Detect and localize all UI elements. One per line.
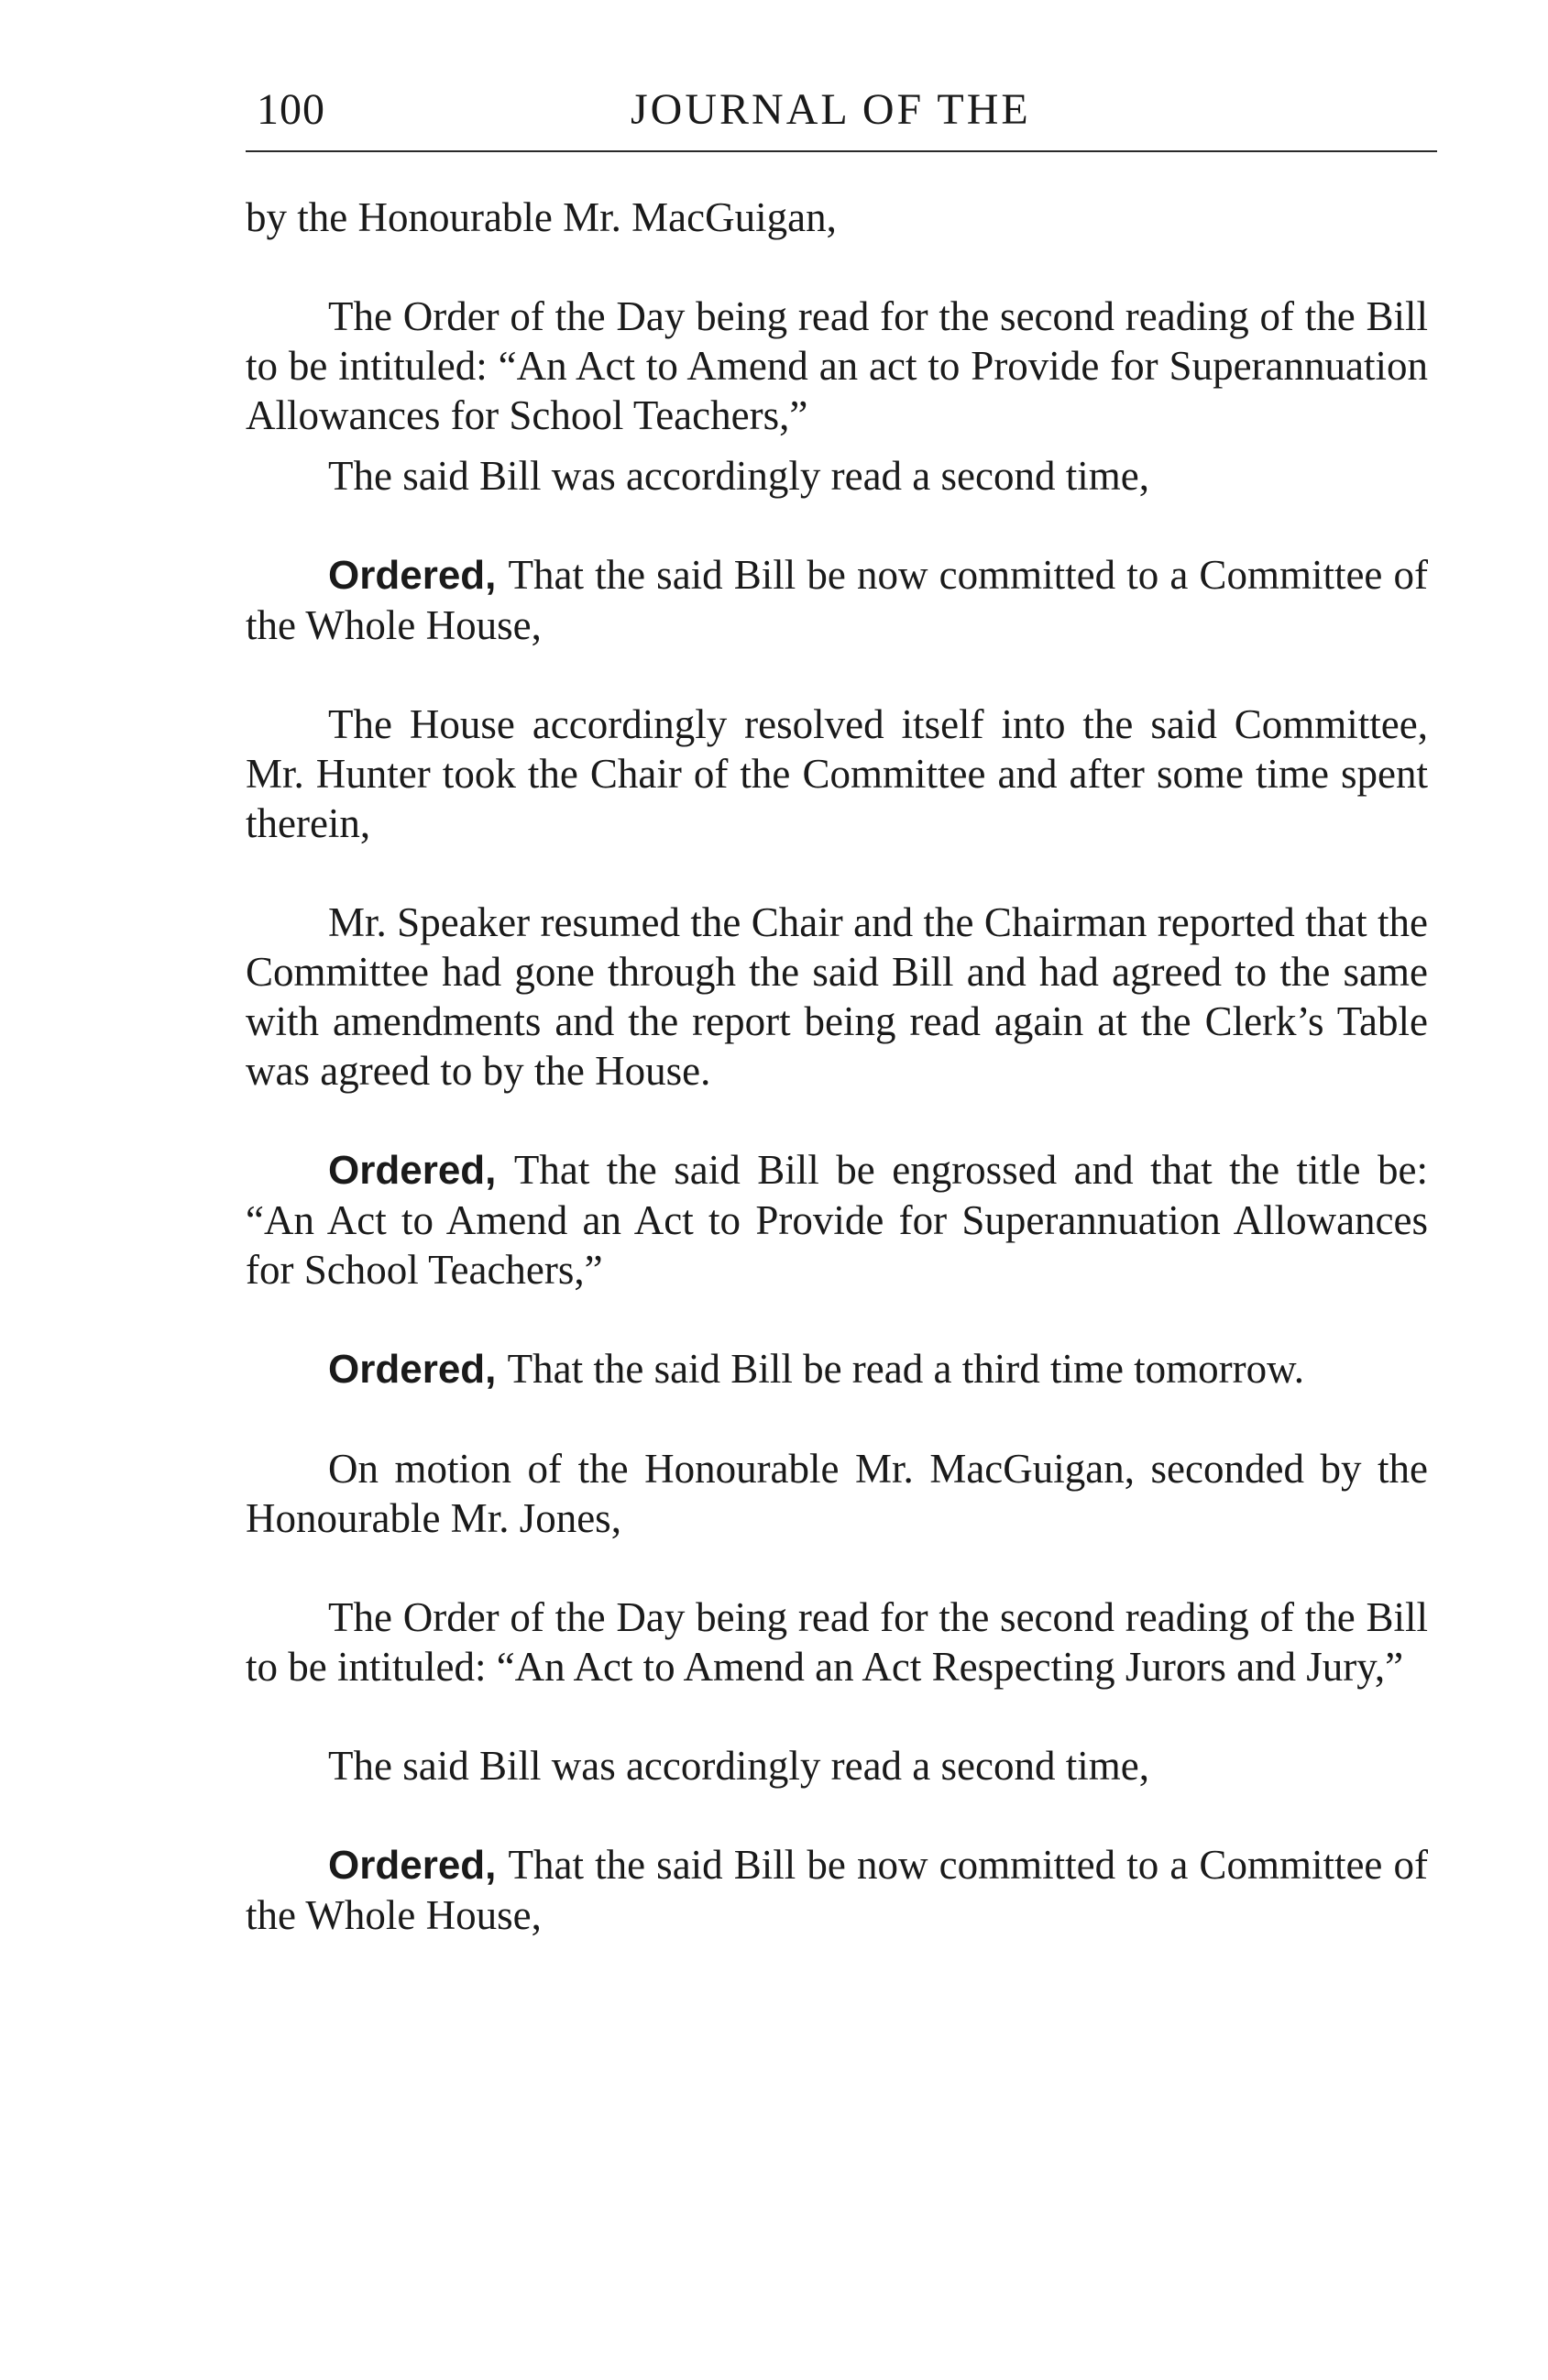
paragraph-ordered xyxy=(246,1344,1428,1394)
running-header xyxy=(246,84,1437,149)
paragraph-text: Mr. Speaker resumed the Chair and the Chairman reported that the Committee had gone through the said Bill and had agreed to the same with amendments and the report being read again at the Clerk’s Table was agreed to by the House. xyxy=(246,899,1428,1094)
paragraph-committee xyxy=(246,700,1428,848)
paragraph-motion xyxy=(246,1444,1428,1543)
paragraph-text: That the said Bill be read a third time tomorrow. xyxy=(507,1346,1304,1392)
ordered-lead: Ordered, xyxy=(328,1148,497,1193)
paragraph-text: The said Bill was accordingly read a second time, xyxy=(328,1743,1149,1789)
paragraph-order-of-day xyxy=(246,1592,1428,1691)
journal-body xyxy=(246,193,1428,1940)
ordered-lead: Ordered, xyxy=(328,553,497,598)
paragraph-text: The said Bill was accordingly read a second time, xyxy=(328,453,1149,499)
paragraph-order-of-day xyxy=(246,292,1428,440)
paragraph-text: The House accordingly resolved itself into the said Committee, Mr. Hunter took the Chair of the Committee and after some time spent therein, xyxy=(246,701,1428,846)
paragraph-text: The Order of the Day being read for the second reading of the Bill to be intituled: “An Act to Amend an Act Respecting Jurors and Jury,” xyxy=(246,1594,1428,1690)
paragraph-text: The Order of the Day being read for the second reading of the Bill to be intituled: “An Act to Amend an act to Provide for Superannuation Allowances for School Teachers,” xyxy=(246,293,1428,438)
paragraph-continuation xyxy=(246,193,1428,242)
ordered-lead: Ordered, xyxy=(328,1347,497,1392)
paragraph-second-reading xyxy=(246,1741,1428,1791)
paragraph-text: That the said Bill be engrossed and that the title be: “An Act to Amend an Act to Provide for Superannuation Allowances for School Teachers,” xyxy=(246,1147,1428,1293)
paragraph-text: That the said Bill be now committed to a Committee of the Whole House, xyxy=(246,552,1429,648)
header-rule xyxy=(246,150,1437,152)
paragraph-text: by the Honourable Mr. MacGuigan, xyxy=(246,194,837,240)
paragraph-second-reading xyxy=(246,451,1428,501)
ordered-lead: Ordered, xyxy=(328,1843,497,1888)
paragraph-text: On motion of the Honourable Mr. MacGuigan, seconded by the Honourable Mr. Jones, xyxy=(246,1446,1428,1541)
paragraph-ordered xyxy=(246,1840,1428,1940)
paragraph-speaker-report xyxy=(246,898,1428,1096)
running-title: JOURNAL OF THE xyxy=(631,85,1031,134)
page-number: 100 xyxy=(257,85,325,134)
paragraph-ordered xyxy=(246,1145,1428,1295)
paragraph-ordered xyxy=(246,550,1428,650)
paragraph-text: That the said Bill be now committed to a Committee of the Whole House, xyxy=(246,1842,1429,1938)
